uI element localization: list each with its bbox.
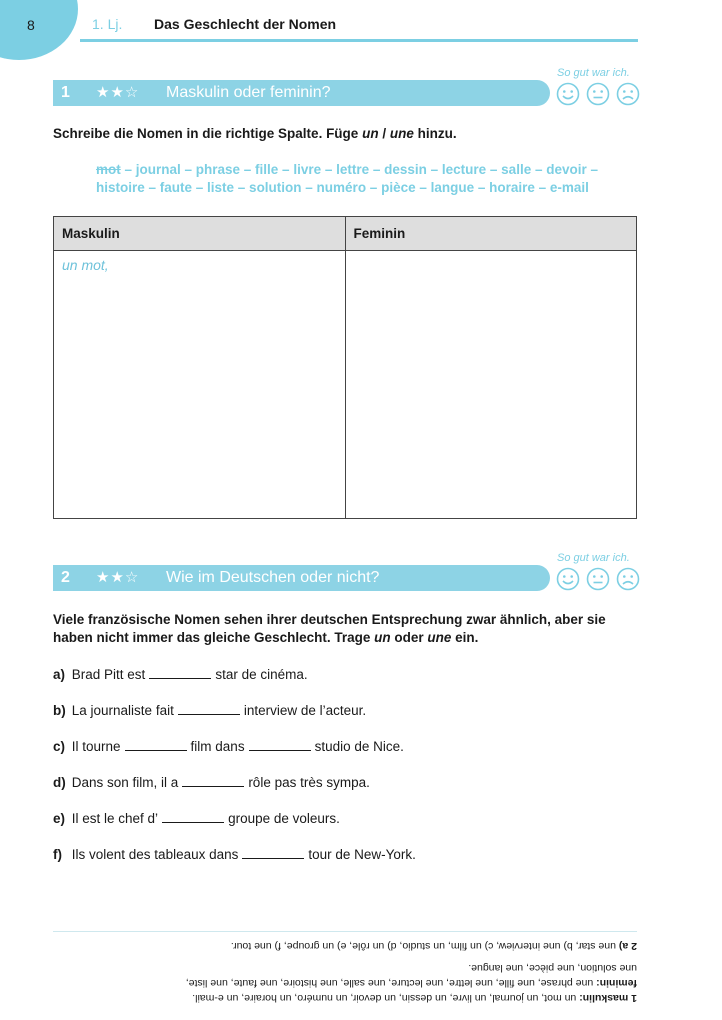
answer-blank[interactable] (182, 774, 244, 787)
exercise-2-header (53, 565, 550, 591)
self-check-label: So gut war ich. (557, 552, 630, 564)
self-check-smileys (556, 82, 642, 106)
exercise-item-a: a) Brad Pitt est star de cinéma. (53, 667, 308, 682)
difficulty-stars-icon: ★★☆ (96, 569, 140, 586)
example-answer: un mot, (62, 257, 109, 273)
happy-face-icon[interactable] (556, 82, 580, 106)
exercise-item-d: d) Dans son film, il a rôle pas très sympa. (53, 775, 370, 790)
neutral-face-icon[interactable] (586, 567, 610, 591)
corner-circle (0, 0, 78, 60)
happy-face-icon[interactable] (556, 567, 580, 591)
exercise-item-b: b) La journaliste fait interview de l’acteur. (53, 703, 367, 718)
answer-blank[interactable] (178, 702, 240, 715)
exercise-item-e: e) Il est le chef d’ groupe de voleurs. (53, 811, 340, 826)
exercise-2-instruction: Viele französische Nomen sehen ihrer deutschen Entsprechung zwar ähnlich, aber sie haben nicht immer das gleiche Geschlecht. Trage un oder une ein. (53, 612, 606, 645)
exercise-1-header (53, 80, 550, 106)
gender-table (53, 216, 637, 519)
feminin-answer-cell[interactable] (345, 251, 637, 519)
answer-blank[interactable] (149, 666, 211, 679)
column-header-maskulin: Maskulin (54, 217, 346, 251)
exercise-number: 1 (61, 84, 70, 101)
exercise-title: Maskulin oder feminin? (166, 84, 331, 101)
exercise-title: Wie im Deutschen oder nicht? (166, 569, 380, 586)
answer-blank[interactable] (249, 738, 311, 751)
upside-down-solutions: 1 maskulin: un mot, un journal, un livre, un dessin, un devoir, un numéro, un horaire, un e-mail. feminin: une phrase, une fille, une lettre, une lecture, une salle, une histoire, une faute, une liste, une solution, une pièce, une langue. 2 a) une star, b) une interview, c) un film, un studio, d) un rôle, e) un groupe, f) une tour. (185, 940, 637, 1004)
page-number: 8 (27, 17, 35, 33)
neutral-face-icon[interactable] (586, 82, 610, 106)
word-list: mot – journal – phrase – fille – livre – lettre – dessin – lecture – salle – devoir – histoire – faute – liste – solution – numéro – pièce – langue – horaire – e-mail (96, 162, 598, 195)
grade-label: 1. Lj. (92, 16, 123, 32)
answer-blank[interactable] (242, 846, 304, 859)
exercise-item-c: c) Il tourne film dans studio de Nice. (53, 739, 404, 754)
footer-rule (53, 931, 637, 932)
header-rule (80, 39, 638, 42)
sad-face-icon[interactable] (616, 567, 640, 591)
self-check-smileys (556, 567, 642, 591)
exercise-item-f: f) Ils volent des tableaux dans tour de New-York. (53, 847, 416, 862)
exercise-1-instruction: Schreibe die Nomen in die richtige Spalte. Füge un / une hinzu. (53, 126, 457, 141)
page-title: Das Geschlecht der Nomen (154, 16, 337, 32)
self-check-label: So gut war ich. (557, 67, 630, 79)
column-header-feminin: Feminin (345, 217, 637, 251)
sad-face-icon[interactable] (616, 82, 640, 106)
struck-word: mot (96, 162, 121, 177)
maskulin-answer-cell[interactable] (54, 251, 346, 519)
difficulty-stars-icon: ★★☆ (96, 84, 140, 101)
answer-blank[interactable] (125, 738, 187, 751)
answer-blank[interactable] (162, 810, 224, 823)
exercise-number: 2 (61, 569, 70, 586)
